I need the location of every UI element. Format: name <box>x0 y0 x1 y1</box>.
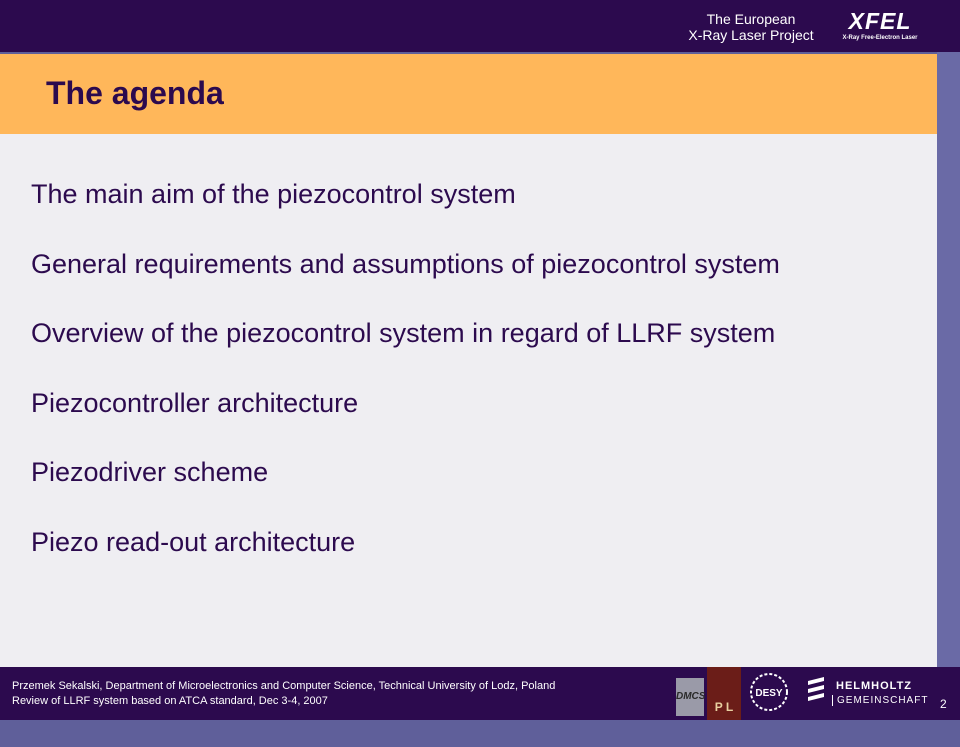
project-name-line1: The European <box>706 11 796 27</box>
helmholtz-logo-line1: HELMHOLTZ <box>836 680 913 692</box>
xfel-logo-word: XFEL <box>848 8 912 34</box>
project-name-line2: X-Ray Laser Project <box>688 27 814 43</box>
agenda-item: General requirements and assumptions of piezocontrol system <box>31 248 780 279</box>
project-name <box>676 11 826 43</box>
desy-logo <box>749 672 789 712</box>
agenda-item: Piezocontroller architecture <box>31 387 359 418</box>
helmholtz-logo-line2: GEMEINSCHAFT <box>832 695 928 706</box>
agenda-item: Piezodriver scheme <box>31 457 269 487</box>
helmholtz-logo <box>806 673 936 715</box>
agenda-item: Piezo read-out architecture <box>31 526 356 557</box>
university-logo: P L <box>707 667 741 720</box>
xfel-logo <box>836 8 924 46</box>
page-number: 2 <box>940 697 947 711</box>
agenda-list <box>31 174 780 591</box>
side-strip <box>937 52 960 667</box>
footer-event: Review of LLRF system based on ATCA standard, Dec 3-4, 2007 <box>12 695 328 707</box>
desy-logo-text: DESY <box>755 688 783 699</box>
agenda-item: The main aim of the piezocontrol system <box>31 179 516 209</box>
dmcs-logo: DMCS <box>676 678 704 716</box>
agenda-item: Overview of the piezocontrol system in regard of LLRF system <box>31 318 776 348</box>
xfel-logo-subtitle: X-Ray Free-Electron Laser <box>842 35 918 41</box>
footer-author: Przemek Sekalski, Department of Microelectronics and Computer Science, Technical University of Lodz, Poland <box>12 680 556 692</box>
slide-title: The agenda <box>46 75 224 111</box>
footer-text <box>12 679 555 709</box>
